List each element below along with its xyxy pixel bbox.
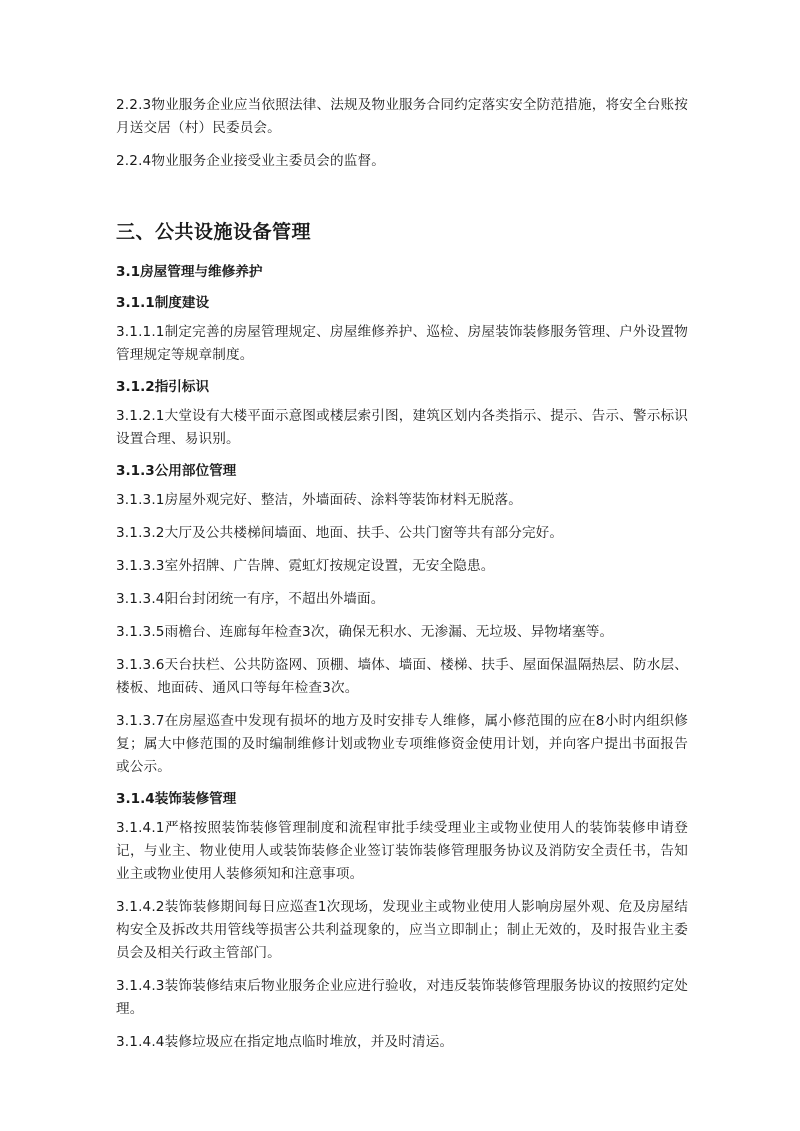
paragraph-3-1-2-1: 3.1.2.1大堂设有大楼平面示意图或楼层索引图，建筑区划内各类指示、提示、告示、警示标识设置合理、易识别。 (116, 408, 688, 447)
paragraph-3-1-3-3: 3.1.3.3室外招牌、广告牌、霓虹灯按规定设置，无安全隐患。 (116, 558, 495, 574)
paragraph-3-1-4-3: 3.1.4.3装饰装修结束后物业服务企业应进行验收，对违反装饰装修管理服务协议的按照约定处理。 (116, 978, 688, 1017)
paragraph-2-2-3: 2.2.3物业服务企业应当依照法律、法规及物业服务合同约定落实安全防范措施，将安全台账按月送交居（村）民委员会。 (116, 97, 688, 136)
paragraph-3-1-3-5: 3.1.3.5雨檐台、连廊每年检查3次，确保无积水、无渗漏、无垃圾、异物堵塞等。 (116, 624, 614, 640)
heading-3-1-4: 3.1.4装饰装修管理 (116, 791, 237, 807)
paragraph-3-1-3-2: 3.1.3.2大厅及公共楼梯间墙面、地面、扶手、公共门窗等共有部分完好。 (116, 525, 564, 541)
heading-3-1-3: 3.1.3公用部位管理 (116, 463, 237, 479)
paragraph-2-2-4: 2.2.4物业服务企业接受业主委员会的监督。 (116, 153, 385, 169)
paragraph-3-1-3-6: 3.1.3.6天台扶栏、公共防盗网、顶棚、墙体、墙面、楼梯、扶手、屋面保温隔热层、防水层、楼板、地面砖、通风口等每年检查3次。 (116, 657, 688, 696)
paragraph-3-1-4-1: 3.1.4.1严格按照装饰装修管理制度和流程审批手续受理业主或物业使用人的装饰装修申请登记，与业主、物业使用人或装饰装修企业签订装饰装修管理服务协议及消防安全责任书，告知业主或物业使用人装修须知和注意事项。 (116, 820, 688, 882)
section-title: 三、公共设施设备管理 (116, 221, 312, 243)
paragraph-3-1-3-1: 3.1.3.1房屋外观完好、整洁，外墙面砖、涂料等装饰材料无脱落。 (116, 492, 522, 508)
heading-3-1-2: 3.1.2指引标识 (116, 379, 210, 395)
heading-3-1-1: 3.1.1制度建设 (116, 295, 210, 311)
heading-3-1: 3.1房屋管理与维修养护 (116, 264, 263, 280)
paragraph-3-1-1-1: 3.1.1.1制定完善的房屋管理规定、房屋维修养护、巡检、房屋装饰装修服务管理、户外设置物管理规定等规章制度。 (116, 324, 688, 363)
paragraph-3-1-3-7: 3.1.3.7在房屋巡查中发现有损坏的地方及时安排专人维修，属小修范围的应在8小时内组织修复；属大中修范围的及时编制维修计划或物业专项维修资金使用计划，并向客户提出书面报告或公示。 (116, 713, 688, 775)
paragraph-3-1-4-4: 3.1.4.4装修垃圾应在指定地点临时堆放，并及时清运。 (116, 1034, 454, 1050)
paragraph-3-1-4-2: 3.1.4.2装饰装修期间每日应巡查1次现场，发现业主或物业使用人影响房屋外观、危及房屋结构安全及拆改共用管线等损害公共利益现象的，应当立即制止；制止无效的，及时报告业主委员会及相关行政主管部门。 (116, 899, 688, 961)
page-content (116, 94, 688, 1054)
paragraph-3-1-3-4: 3.1.3.4阳台封闭统一有序，不超出外墙面。 (116, 591, 385, 607)
